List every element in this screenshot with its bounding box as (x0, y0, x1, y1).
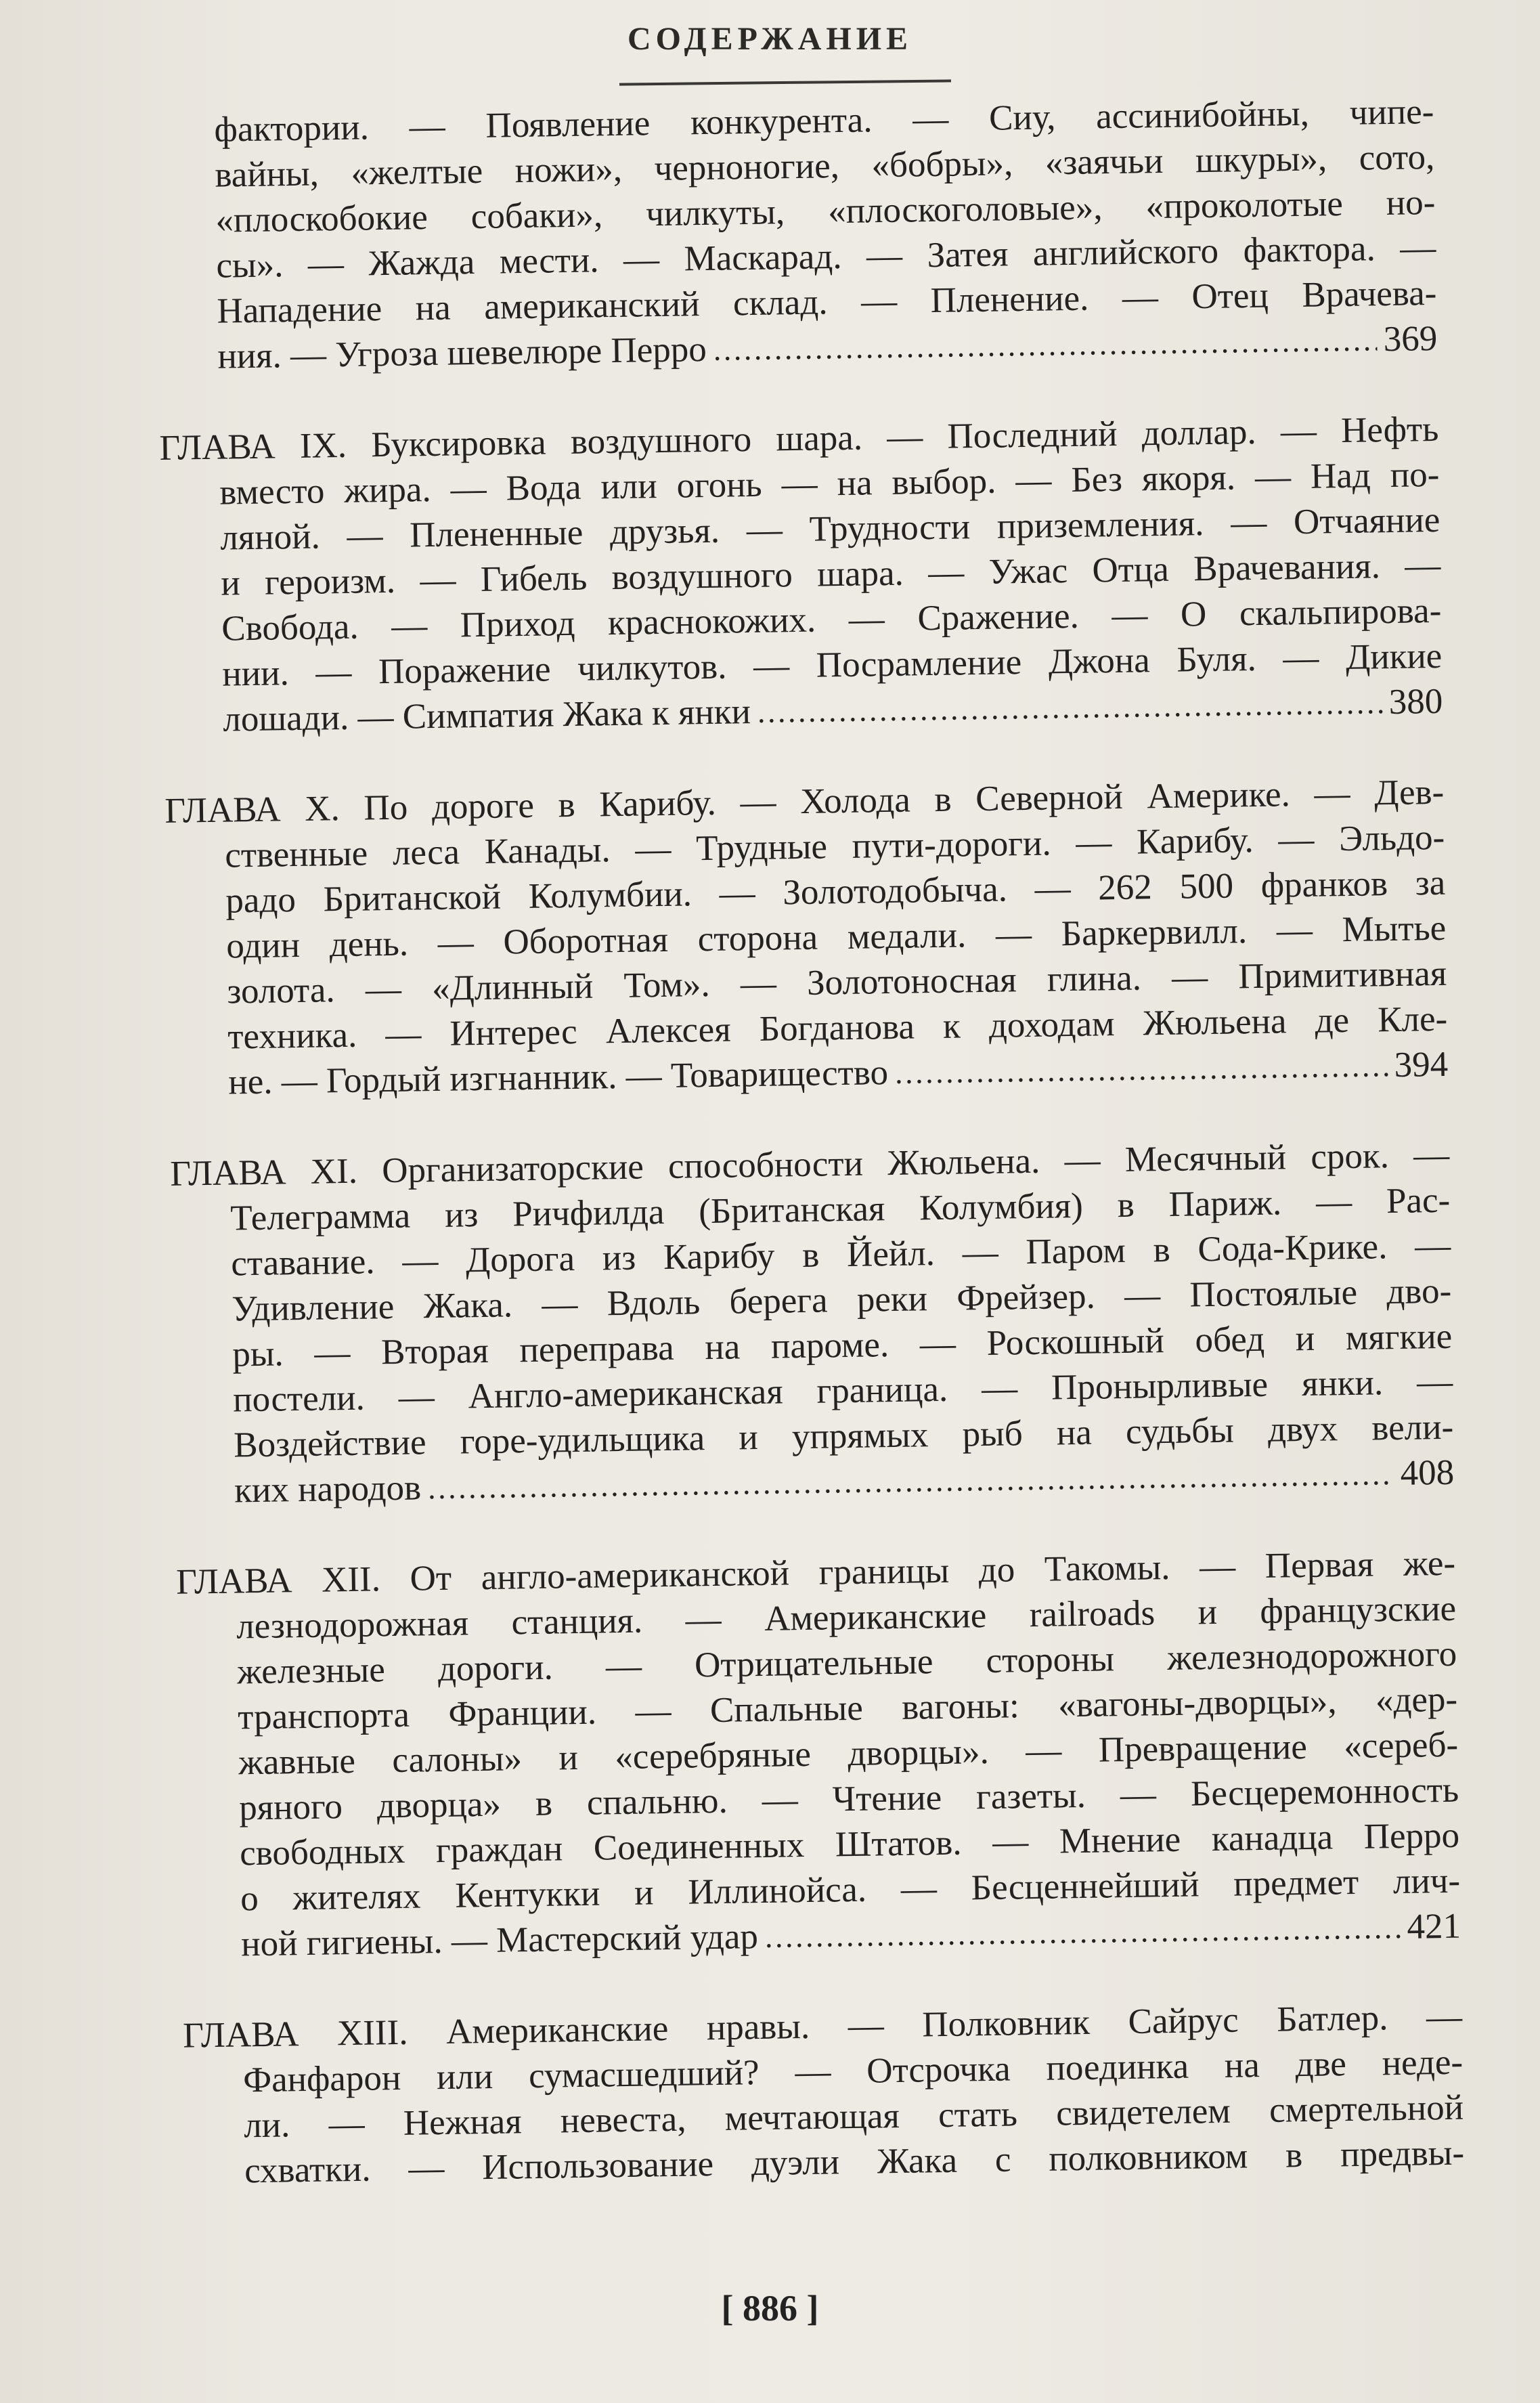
toc-line-text: «плоскобокие собаки», чилкуты, «плоскоголовые», «проколотые но- (215, 182, 1436, 240)
toc-line-text: ственные леса Канады. — Трудные пути-дороги. — Карибу. — Эльдо- (224, 817, 1445, 875)
toc-line-text: транспорта Франции. — Спальные вагоны: «вагоны-дворцы», «дер- (237, 1679, 1458, 1737)
toc-line-text: золота. — «Длинный Том». — Золотоносная глина. — Примитивная (226, 953, 1447, 1012)
toc-entry (183, 1995, 1465, 2195)
running-head-rule (619, 79, 951, 85)
toc-entry (164, 770, 1449, 1106)
toc-line-text: лошади. — Симпатия Жака к янки (222, 692, 751, 739)
running-head: СОДЕРЖАНИЕ (627, 21, 913, 57)
toc-entry (154, 89, 1438, 381)
dot-leader (713, 317, 1377, 372)
toc-line-text: постели. — Англо-американская граница. — Пронырливые янки. — (232, 1362, 1453, 1420)
toc-line-text: ры. — Вторая переправа на пароме. — Роскошный обед и мягкие (232, 1316, 1453, 1374)
toc-line-text: вайны, «желтые ножи», черноногие, «бобры», «заячьи шкуры», сото, (215, 137, 1435, 195)
toc-line-text: ляной. — Плененные друзья. — Трудности приземления. — Отчаяние (219, 500, 1440, 558)
table-of-contents (154, 89, 1466, 2240)
toc-line-text: Воздействие горе-удильщика и упрямых рыб на судьбы двух вели- (233, 1407, 1454, 1465)
toc-line-text: ной гигиены. — Мастерский удар (240, 1917, 759, 1964)
toc-line-text: ГЛАВА XII. От англо-американской границы до Такомы. — Первая же- (175, 1543, 1456, 1602)
toc-line-text: схватки. — Использование дуэли Жака с полковником в предвы- (244, 2133, 1465, 2191)
toc-line-text: ГЛАВА X. По дороге в Карибу. — Холода в Северной Америке. — Дев- (164, 772, 1445, 831)
page-number: [ 886 ] (721, 2288, 819, 2329)
dot-leader (894, 1043, 1388, 1096)
toc-line-text: один день. — Оборотная сторона медали. — Баркервилл. — Мытье (225, 908, 1447, 966)
toc-line-text: ГЛАВА IX. Буксировка воздушного шара. — Последний доллар. — Нефть (159, 409, 1439, 468)
toc-line-text: ставание. — Дорога из Карибу в Йейл. — Паром в Сода-Крике. — (230, 1226, 1451, 1284)
toc-line-text: Свобода. — Приход краснокожих. — Сражение. — О скальпирова- (221, 590, 1442, 649)
toc-line-text: Фанфарон или сумасшедший? — Отсрочка поединка на две неде- (242, 2042, 1464, 2100)
toc-line-text: Удивление Жака. — Вдоль берега реки Фрейзер. — Постоялые дво- (231, 1271, 1452, 1329)
toc-line-text: лезнодорожная станция. — Американские railroads и французские (236, 1588, 1457, 1647)
toc-page-ref: 408 (1400, 1452, 1455, 1493)
toc-page-ref: 380 (1388, 681, 1443, 722)
toc-page-ref: 421 (1407, 1906, 1461, 1947)
toc-line-text: техника. — Интерес Алексея Богданова к доходам Жюльена де Кле- (227, 999, 1448, 1057)
toc-line-text: радо Британской Колумбии. — Золотодобыча. — 262 500 франков за (225, 863, 1446, 921)
toc-line-text: вместо жира. — Вода или огонь — на выбор. — Без якоря. — Над по- (219, 454, 1440, 513)
toc-line-text: ГЛАВА XI. Организаторские способности Жюльена. — Месячный срок. — (169, 1135, 1450, 1194)
toc-line-text: Телеграмма из Ричфилда (Британская Колумбия) в Париж. — Рас- (229, 1180, 1451, 1238)
toc-entry (176, 1541, 1461, 1968)
toc-entry (170, 1133, 1455, 1515)
toc-page-ref: 394 (1394, 1044, 1449, 1085)
dot-leader (764, 1905, 1401, 1960)
toc-page-ref: 369 (1383, 318, 1438, 360)
toc-line-text: и героизм. — Гибель воздушного шара. — Ужас Отца Врачевания. — (220, 545, 1441, 603)
toc-line-text: свободных граждан Соединенных Штатов. — Мнение канадца Перро (239, 1815, 1460, 1874)
toc-line-text: ГЛАВА XIII. Американские нравы. — Полковник Сайрус Батлер. — (182, 1997, 1463, 2056)
toc-line-text: жавные салоны» и «серебряные дворцы». — Превращение «сереб- (238, 1725, 1459, 1783)
toc-entry (159, 407, 1443, 743)
toc-line-text: о жителях Кентукки и Иллинойса. — Бесценнейший предмет лич- (240, 1861, 1461, 1919)
toc-line-text: не. — Гордый изгнанник. — Товарищество (227, 1053, 889, 1102)
dot-leader (757, 680, 1382, 735)
toc-line-text: ли. — Нежная невеста, мечтающая стать свидетелем смертельной (243, 2087, 1464, 2146)
toc-line-text: сы». — Жажда мести. — Маскарад. — Затея английского фактора. — (216, 228, 1436, 286)
toc-line-text: Нападение на американский склад. — Пленение. — Отец Врачева- (217, 273, 1437, 331)
toc-line-text: железные дороги. — Отрицательные стороны железнодорожного (236, 1634, 1457, 1692)
toc-line-text: нии. — Поражение чилкутов. — Посрамление Джона Буля. — Дикие (221, 636, 1443, 694)
toc-line-text: ряного дворца» в спальню. — Чтение газеты. — Бесцеремонность (238, 1770, 1459, 1828)
toc-line-text: ких народов (234, 1468, 422, 1511)
toc-line-text: ния. — Угроза шевелюре Перро (217, 329, 707, 376)
toc-line-text: фактории. — Появление конкурента. — Сиу, ассинибойны, чипе- (214, 91, 1434, 150)
